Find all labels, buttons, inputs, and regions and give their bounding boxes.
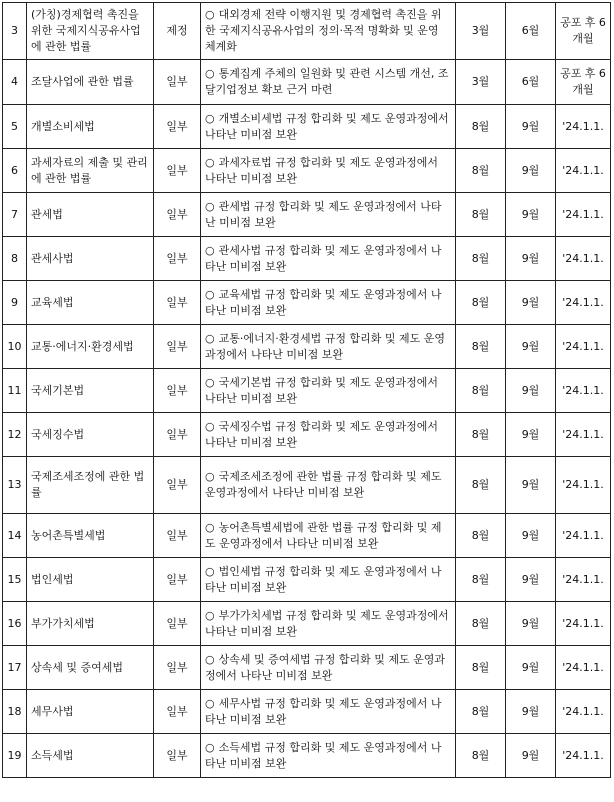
amendment-type: 일부 bbox=[166, 295, 188, 309]
revision-summary-cell bbox=[201, 149, 456, 193]
bullet-icon: ○ bbox=[205, 199, 215, 213]
table-row bbox=[3, 690, 611, 734]
row-number: 13 bbox=[7, 478, 22, 491]
revision-summary-cell bbox=[201, 325, 456, 369]
effective-date: 공포 후 6개월 bbox=[560, 67, 606, 96]
amendment-type-cell bbox=[154, 60, 201, 105]
effective-date-cell bbox=[556, 369, 611, 413]
amendment-type: 제정 bbox=[166, 24, 188, 37]
row-number: 6 bbox=[11, 163, 18, 177]
amendment-type: 일부 bbox=[166, 339, 188, 353]
revision-summary-cell bbox=[201, 60, 456, 105]
amendment-type: 일부 bbox=[166, 660, 188, 674]
row-number: 14 bbox=[7, 528, 22, 542]
row-number-cell bbox=[3, 325, 27, 369]
submission-month: 8월 bbox=[471, 616, 490, 630]
effective-date: '24.1.1. bbox=[562, 207, 604, 221]
amendment-type: 일부 bbox=[166, 704, 188, 718]
row-number: 4 bbox=[11, 75, 18, 88]
row-number-cell bbox=[3, 734, 27, 778]
row-number-cell bbox=[3, 514, 27, 558]
target-month: 9월 bbox=[521, 119, 540, 133]
effective-date: '24.1.1. bbox=[562, 427, 604, 441]
amendment-type: 일부 bbox=[166, 119, 188, 133]
amendment-type-cell bbox=[154, 105, 201, 149]
table-row bbox=[3, 3, 611, 60]
target-month: 9월 bbox=[521, 660, 540, 674]
revision-summary-cell bbox=[201, 602, 456, 646]
effective-date-cell bbox=[556, 149, 611, 193]
submission-month-cell bbox=[456, 413, 506, 457]
submission-month: 8월 bbox=[471, 748, 490, 762]
revision-summary: 부가가치세법 규정 합리화 및 제도 운영과정에서 나타난 미비점 보완 bbox=[205, 608, 449, 638]
effective-date-cell bbox=[556, 602, 611, 646]
table-row bbox=[3, 457, 611, 514]
revision-summary-cell bbox=[201, 369, 456, 413]
revision-summary-cell bbox=[201, 237, 456, 281]
law-name: 국제조세조정에 관한 법률 bbox=[31, 470, 145, 499]
law-name: 상속세 및 증여세법 bbox=[31, 660, 124, 674]
row-number-cell bbox=[3, 690, 27, 734]
amendment-type: 일부 bbox=[166, 251, 188, 265]
law-name-cell bbox=[27, 602, 154, 646]
submission-month: 3월 bbox=[471, 24, 490, 37]
amendment-type: 일부 bbox=[166, 572, 188, 586]
amendment-type: 일부 bbox=[166, 528, 188, 542]
row-number: 11 bbox=[7, 383, 22, 397]
law-name-cell bbox=[27, 413, 154, 457]
amendment-type-cell bbox=[154, 281, 201, 325]
submission-month-cell bbox=[456, 369, 506, 413]
target-month-cell bbox=[506, 690, 556, 734]
bullet-icon: ○ bbox=[205, 287, 215, 301]
submission-month: 8월 bbox=[471, 339, 490, 353]
amendment-type: 일부 bbox=[166, 383, 188, 397]
law-name-cell bbox=[27, 3, 154, 60]
law-name: 조달사업에 관한 법률 bbox=[31, 75, 134, 88]
effective-date: '24.1.1. bbox=[562, 660, 604, 674]
row-number: 8 bbox=[11, 251, 18, 265]
law-name: 국세기본법 bbox=[31, 383, 85, 397]
revision-summary: 과세자료법 규정 합리화 및 제도 운영과정에서 나타난 미비점 보완 bbox=[205, 155, 438, 185]
target-month-cell bbox=[506, 149, 556, 193]
row-number: 3 bbox=[11, 24, 18, 37]
submission-month-cell bbox=[456, 60, 506, 105]
law-name: 교통·에너지·환경세법 bbox=[31, 339, 134, 353]
amendment-type-cell bbox=[154, 325, 201, 369]
revision-summary: 교통·에너지·환경세법 규정 합리화 및 제도 운영과정에서 나타난 미비점 보완 bbox=[205, 331, 445, 361]
target-month: 9월 bbox=[521, 572, 540, 586]
law-name-cell bbox=[27, 325, 154, 369]
target-month: 9월 bbox=[521, 339, 540, 353]
law-name: 교육세법 bbox=[31, 295, 74, 309]
amendment-type: 일부 bbox=[166, 163, 188, 177]
submission-month: 8월 bbox=[471, 427, 490, 441]
bullet-icon: ○ bbox=[205, 696, 215, 710]
law-name-cell bbox=[27, 690, 154, 734]
table-row bbox=[3, 281, 611, 325]
effective-date: '24.1.1. bbox=[562, 528, 604, 542]
law-name-cell bbox=[27, 558, 154, 602]
effective-date: '24.1.1. bbox=[562, 748, 604, 762]
law-name-cell bbox=[27, 734, 154, 778]
law-name: 관세법 bbox=[31, 207, 63, 221]
effective-date-cell bbox=[556, 3, 611, 60]
target-month-cell bbox=[506, 237, 556, 281]
bullet-icon: ○ bbox=[205, 331, 215, 345]
bullet-icon: ○ bbox=[205, 67, 215, 80]
amendment-type-cell bbox=[154, 457, 201, 514]
row-number-cell bbox=[3, 602, 27, 646]
target-month-cell bbox=[506, 369, 556, 413]
table-row bbox=[3, 413, 611, 457]
bullet-icon: ○ bbox=[205, 608, 215, 622]
table-row bbox=[3, 105, 611, 149]
submission-month-cell bbox=[456, 281, 506, 325]
row-number-cell bbox=[3, 281, 27, 325]
target-month: 9월 bbox=[521, 478, 540, 491]
law-name-cell bbox=[27, 369, 154, 413]
revision-summary: 상속세 및 증여세법 규정 합리화 및 제도 운영과정에서 나타난 미비점 보완 bbox=[205, 652, 445, 682]
row-number: 18 bbox=[7, 704, 22, 718]
target-month-cell bbox=[506, 514, 556, 558]
effective-date-cell bbox=[556, 690, 611, 734]
target-month-cell bbox=[506, 105, 556, 149]
submission-month-cell bbox=[456, 734, 506, 778]
amendment-type-cell bbox=[154, 369, 201, 413]
effective-date: '24.1.1. bbox=[562, 383, 604, 397]
row-number-cell bbox=[3, 457, 27, 514]
effective-date: '24.1.1. bbox=[562, 478, 604, 491]
submission-month: 8월 bbox=[471, 207, 490, 221]
submission-month-cell bbox=[456, 237, 506, 281]
target-month: 6월 bbox=[521, 75, 540, 88]
row-number: 16 bbox=[7, 616, 22, 630]
effective-date: '24.1.1. bbox=[562, 572, 604, 586]
revision-summary: 소득세법 규정 합리화 및 제도 운영과정에서 나타난 미비점 보완 bbox=[205, 740, 442, 770]
target-month: 9월 bbox=[521, 163, 540, 177]
table-row bbox=[3, 193, 611, 237]
bullet-icon: ○ bbox=[205, 652, 215, 666]
amendment-type-cell bbox=[154, 149, 201, 193]
row-number-cell bbox=[3, 3, 27, 60]
amendment-type-cell bbox=[154, 646, 201, 690]
revision-summary-cell bbox=[201, 3, 456, 60]
row-number-cell bbox=[3, 558, 27, 602]
revision-summary-cell bbox=[201, 734, 456, 778]
table-row bbox=[3, 558, 611, 602]
submission-month-cell bbox=[456, 602, 506, 646]
submission-month: 8월 bbox=[471, 478, 490, 491]
revision-summary-cell bbox=[201, 193, 456, 237]
amendment-type: 일부 bbox=[166, 478, 188, 491]
law-name: 과세자료의 제출 및 관리에 관한 법률 bbox=[31, 155, 148, 185]
row-number: 15 bbox=[7, 572, 22, 586]
submission-month-cell bbox=[456, 646, 506, 690]
effective-date-cell bbox=[556, 734, 611, 778]
effective-date-cell bbox=[556, 514, 611, 558]
target-month: 9월 bbox=[521, 427, 540, 441]
amendment-type-cell bbox=[154, 237, 201, 281]
effective-date-cell bbox=[556, 413, 611, 457]
revision-summary-cell bbox=[201, 690, 456, 734]
effective-date: '24.1.1. bbox=[562, 251, 604, 265]
target-month-cell bbox=[506, 60, 556, 105]
table-row bbox=[3, 60, 611, 105]
submission-month: 8월 bbox=[471, 572, 490, 586]
target-month: 9월 bbox=[521, 704, 540, 718]
revision-summary-cell bbox=[201, 514, 456, 558]
law-name-cell bbox=[27, 60, 154, 105]
target-month: 9월 bbox=[521, 207, 540, 221]
law-name: 법인세법 bbox=[31, 572, 74, 586]
law-name-cell bbox=[27, 237, 154, 281]
table-body bbox=[3, 3, 611, 778]
target-month-cell bbox=[506, 602, 556, 646]
effective-date: 공포 후 6개월 bbox=[560, 16, 606, 45]
effective-date-cell bbox=[556, 457, 611, 514]
bullet-icon: ○ bbox=[205, 243, 215, 257]
bullet-icon: ○ bbox=[205, 419, 215, 433]
target-month-cell bbox=[506, 646, 556, 690]
target-month: 9월 bbox=[521, 251, 540, 265]
revision-summary: 대외경제 전략 이행지원 및 경제협력 촉진을 위한 국제지식공유사업의 정의·목적 명확화 및 운영 체계화 bbox=[205, 8, 442, 53]
amendment-type: 일부 bbox=[166, 616, 188, 630]
bullet-icon: ○ bbox=[205, 564, 215, 578]
effective-date-cell bbox=[556, 281, 611, 325]
effective-date: '24.1.1. bbox=[562, 119, 604, 133]
effective-date: '24.1.1. bbox=[562, 704, 604, 718]
row-number-cell bbox=[3, 193, 27, 237]
submission-month-cell bbox=[456, 558, 506, 602]
effective-date: '24.1.1. bbox=[562, 616, 604, 630]
row-number: 10 bbox=[7, 339, 22, 353]
row-number-cell bbox=[3, 105, 27, 149]
target-month-cell bbox=[506, 734, 556, 778]
revision-summary: 국세징수법 규정 합리화 및 제도 운영과정에서 나타난 미비점 보완 bbox=[205, 419, 438, 449]
amendment-type-cell bbox=[154, 413, 201, 457]
law-name-cell bbox=[27, 514, 154, 558]
amendment-type-cell bbox=[154, 514, 201, 558]
amendment-type-cell bbox=[154, 3, 201, 60]
revision-summary: 관세법 규정 합리화 및 제도 운영과정에서 나타난 미비점 보완 bbox=[205, 199, 442, 229]
target-month: 9월 bbox=[521, 528, 540, 542]
target-month: 6월 bbox=[521, 24, 540, 37]
submission-month: 3월 bbox=[471, 75, 490, 88]
revision-summary-cell bbox=[201, 558, 456, 602]
target-month-cell bbox=[506, 558, 556, 602]
law-name-cell bbox=[27, 193, 154, 237]
row-number-cell bbox=[3, 237, 27, 281]
effective-date-cell bbox=[556, 558, 611, 602]
target-month-cell bbox=[506, 413, 556, 457]
law-name: (가칭)경제협력 촉진을 위한 국제지식공유사업에 관한 법률 bbox=[31, 8, 141, 53]
revision-summary-cell bbox=[201, 413, 456, 457]
bullet-icon: ○ bbox=[205, 740, 215, 754]
table-row bbox=[3, 237, 611, 281]
target-month-cell bbox=[506, 325, 556, 369]
law-name-cell bbox=[27, 646, 154, 690]
effective-date: '24.1.1. bbox=[562, 295, 604, 309]
amendment-type: 일부 bbox=[166, 75, 188, 88]
target-month: 9월 bbox=[521, 383, 540, 397]
submission-month: 8월 bbox=[471, 704, 490, 718]
law-name: 세무사법 bbox=[31, 704, 74, 718]
revision-summary: 법인세법 규정 합리화 및 제도 운영과정에서 나타난 미비점 보완 bbox=[205, 564, 442, 594]
submission-month: 8월 bbox=[471, 119, 490, 133]
target-month-cell bbox=[506, 281, 556, 325]
revision-summary-cell bbox=[201, 281, 456, 325]
revision-summary-cell bbox=[201, 646, 456, 690]
row-number: 5 bbox=[11, 119, 18, 133]
revision-summary: 농어촌특별세법에 관한 법률 규정 합리화 및 제도 운영과정에서 나타난 미비점 보완 bbox=[205, 520, 442, 550]
table-row bbox=[3, 734, 611, 778]
revision-summary: 관세사법 규정 합리화 및 제도 운영과정에서 나타난 미비점 보완 bbox=[205, 243, 442, 273]
law-name: 소득세법 bbox=[31, 748, 74, 762]
amendment-type: 일부 bbox=[166, 207, 188, 221]
law-name-cell bbox=[27, 457, 154, 514]
amendment-type-cell bbox=[154, 193, 201, 237]
bullet-icon: ○ bbox=[205, 375, 215, 389]
table-row bbox=[3, 514, 611, 558]
amendment-type-cell bbox=[154, 558, 201, 602]
row-number: 19 bbox=[7, 748, 22, 762]
amendment-type: 일부 bbox=[166, 427, 188, 441]
row-number-cell bbox=[3, 413, 27, 457]
revision-summary: 교육세법 규정 합리화 및 제도 운영과정에서 나타난 미비점 보완 bbox=[205, 287, 442, 317]
submission-month: 8월 bbox=[471, 295, 490, 309]
table-row bbox=[3, 369, 611, 413]
law-name: 부가가치세법 bbox=[31, 616, 95, 630]
effective-date-cell bbox=[556, 237, 611, 281]
revision-summary: 개별소비세법 규정 합리화 및 제도 운영과정에서 나타난 미비점 보완 bbox=[205, 111, 449, 141]
row-number: 7 bbox=[11, 207, 18, 221]
effective-date-cell bbox=[556, 646, 611, 690]
submission-month-cell bbox=[456, 514, 506, 558]
table-row bbox=[3, 325, 611, 369]
revision-summary-cell bbox=[201, 105, 456, 149]
effective-date-cell bbox=[556, 105, 611, 149]
row-number: 17 bbox=[7, 660, 22, 674]
target-month-cell bbox=[506, 193, 556, 237]
bullet-icon: ○ bbox=[205, 111, 215, 125]
submission-month-cell bbox=[456, 149, 506, 193]
effective-date-cell bbox=[556, 325, 611, 369]
submission-month: 8월 bbox=[471, 528, 490, 542]
law-name-cell bbox=[27, 281, 154, 325]
effective-date-cell bbox=[556, 193, 611, 237]
row-number-cell bbox=[3, 369, 27, 413]
revision-summary-cell bbox=[201, 457, 456, 514]
law-name: 국세징수법 bbox=[31, 427, 85, 441]
target-month: 9월 bbox=[521, 295, 540, 309]
law-name: 농어촌특별세법 bbox=[31, 528, 106, 542]
row-number-cell bbox=[3, 60, 27, 105]
target-month: 9월 bbox=[521, 616, 540, 630]
row-number-cell bbox=[3, 149, 27, 193]
law-name-cell bbox=[27, 149, 154, 193]
submission-month: 8월 bbox=[471, 660, 490, 674]
bullet-icon: ○ bbox=[205, 8, 215, 21]
amendment-type: 일부 bbox=[166, 748, 188, 762]
row-number-cell bbox=[3, 646, 27, 690]
revision-summary: 세무사법 규정 합리화 및 제도 운영과정에서 나타난 미비점 보완 bbox=[205, 696, 442, 726]
law-name: 관세사법 bbox=[31, 251, 74, 265]
submission-month-cell bbox=[456, 3, 506, 60]
revision-summary: 국세기본법 규정 합리화 및 제도 운영과정에서 나타난 미비점 보완 bbox=[205, 375, 438, 405]
amendment-type-cell bbox=[154, 734, 201, 778]
law-name: 개별소비세법 bbox=[31, 119, 95, 133]
submission-month-cell bbox=[456, 325, 506, 369]
row-number: 12 bbox=[7, 427, 22, 441]
bullet-icon: ○ bbox=[205, 155, 215, 169]
amendment-type-cell bbox=[154, 690, 201, 734]
bullet-icon: ○ bbox=[205, 520, 215, 534]
law-name-cell bbox=[27, 105, 154, 149]
revision-summary: 통계집계 주체의 일원화 및 관련 시스템 개선, 조달기업정보 확보 근거 마련 bbox=[205, 67, 449, 96]
submission-month: 8월 bbox=[471, 383, 490, 397]
revision-summary: 국제조세조정에 관한 법률 규정 합리화 및 제도 운영과정에서 나타난 미비점 보완 bbox=[205, 470, 442, 499]
submission-month-cell bbox=[456, 105, 506, 149]
submission-month: 8월 bbox=[471, 163, 490, 177]
submission-month: 8월 bbox=[471, 251, 490, 265]
table-row bbox=[3, 646, 611, 690]
target-month: 9월 bbox=[521, 748, 540, 762]
effective-date: '24.1.1. bbox=[562, 339, 604, 353]
table-row bbox=[3, 602, 611, 646]
submission-month-cell bbox=[456, 690, 506, 734]
submission-month-cell bbox=[456, 457, 506, 514]
target-month-cell bbox=[506, 3, 556, 60]
row-number: 9 bbox=[11, 295, 18, 309]
submission-month-cell bbox=[456, 193, 506, 237]
target-month-cell bbox=[506, 457, 556, 514]
effective-date-cell bbox=[556, 60, 611, 105]
legislation-table bbox=[2, 2, 611, 778]
bullet-icon: ○ bbox=[205, 470, 215, 483]
table-row bbox=[3, 149, 611, 193]
effective-date: '24.1.1. bbox=[562, 163, 604, 177]
amendment-type-cell bbox=[154, 602, 201, 646]
